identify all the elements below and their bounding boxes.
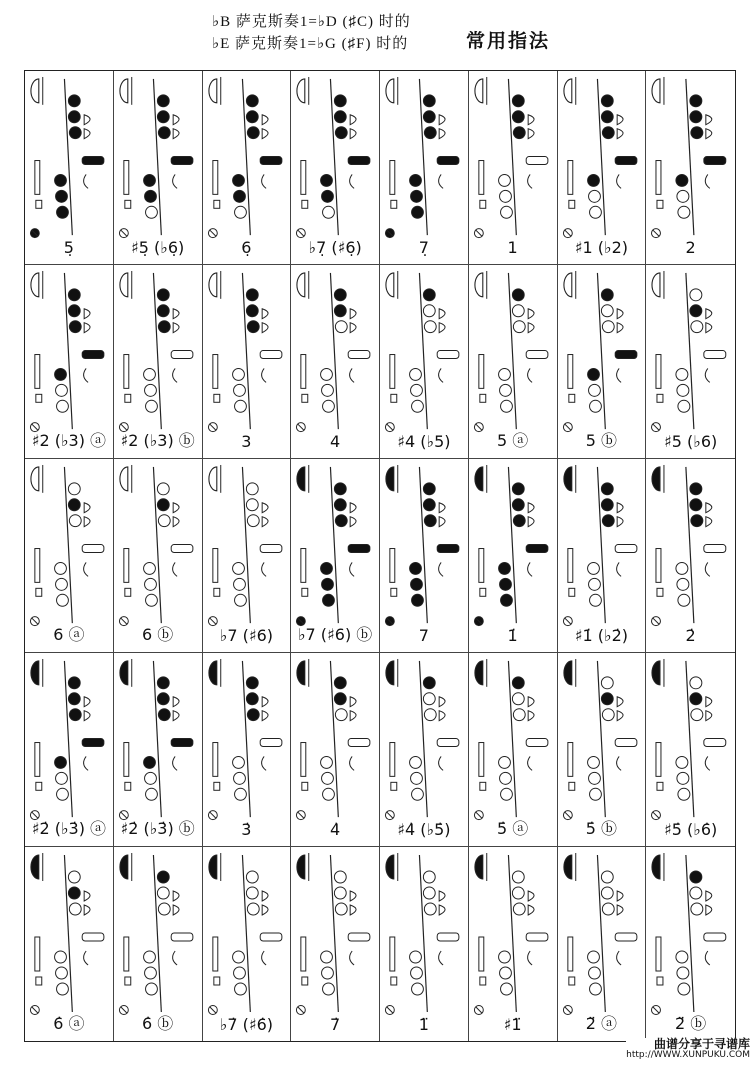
- fingering-diagram: [380, 653, 468, 846]
- fingering-chart-grid: [24, 70, 736, 1042]
- note-label: 5 ⓑ: [585, 431, 618, 450]
- fingering-cell: [558, 847, 647, 1041]
- header-line-1: ♭B 萨克斯奏1=♭D (♯C) 时的: [212, 14, 411, 30]
- note-label: 4: [330, 432, 341, 451]
- note-label: 4̇: [330, 820, 341, 839]
- fingering-diagram: [291, 847, 379, 1041]
- note-label: ♯2̇ (♭3̇) ⓑ: [120, 819, 195, 838]
- fingering-cell: [469, 265, 558, 459]
- note-label: 1: [507, 238, 518, 257]
- fingering-cell: [380, 653, 469, 847]
- fingering-diagram: [646, 459, 735, 652]
- fingering-diagram: [646, 265, 735, 458]
- header-line-2: ♭E 萨克斯奏1=♭G (♯F) 时的: [212, 36, 409, 52]
- note-label: 5̣: [63, 238, 74, 257]
- fingering-cell: [646, 459, 735, 653]
- fingering-diagram: [380, 847, 468, 1041]
- fingering-cell: [25, 847, 114, 1041]
- fingering-diagram: [380, 459, 468, 652]
- fingering-cell: [291, 265, 380, 459]
- fingering-diagram: [469, 459, 557, 652]
- note-label: ♯4̇ (♭5̇): [397, 820, 451, 839]
- fingering-cell: [380, 847, 469, 1041]
- note-label: ♭7̇ (♯6̇): [219, 1015, 273, 1034]
- note-label: ♯2̇ (♭3̇) ⓐ: [31, 819, 107, 838]
- fingering-cell: [291, 459, 380, 653]
- fingering-cell: [25, 653, 114, 847]
- header-title: 常用指法: [466, 31, 551, 52]
- note-label: 1̇: [507, 626, 518, 645]
- note-label: ♯5̣ (♭6̣): [131, 238, 185, 257]
- fingering-diagram: [291, 265, 379, 458]
- fingering-cell: [469, 653, 558, 847]
- note-label: 7: [418, 626, 429, 645]
- fingering-diagram: [291, 71, 379, 264]
- note-label: 6 ⓐ: [53, 625, 85, 644]
- note-label: 2̈ ⓑ: [674, 1014, 707, 1033]
- note-label: 6̇ ⓐ: [53, 1014, 85, 1033]
- fingering-cell: [558, 71, 647, 265]
- note-label: 3̇: [241, 820, 252, 839]
- fingering-cell: [203, 71, 292, 265]
- fingering-diagram: [558, 459, 646, 652]
- fingering-cell: [203, 265, 292, 459]
- note-label: 2̇: [685, 626, 696, 645]
- fingering-cell: [291, 653, 380, 847]
- note-label: 2̈ ⓐ: [585, 1014, 618, 1033]
- fingering-cell: [558, 265, 647, 459]
- fingering-cell: [114, 265, 203, 459]
- fingering-cell: [291, 71, 380, 265]
- fingering-cell: [469, 71, 558, 265]
- fingering-cell: [646, 653, 735, 847]
- note-label: ♯1 (♭2): [574, 238, 628, 257]
- note-label: 5̇ ⓐ: [496, 819, 529, 838]
- fingering-cell: [114, 459, 203, 653]
- note-label: ♭7 (♯6) ⓑ: [297, 625, 373, 644]
- fingering-diagram: [203, 71, 291, 264]
- fingering-cell: [380, 71, 469, 265]
- fingering-diagram: [380, 265, 468, 458]
- fingering-cell: [380, 265, 469, 459]
- note-label: ♯2 (♭3) ⓑ: [120, 431, 195, 450]
- watermark-site-url: http://WWW.XUNPUKU.COM: [626, 1050, 750, 1061]
- fingering-cell: [469, 459, 558, 653]
- fingering-cell: [203, 459, 292, 653]
- fingering-cell: [646, 265, 735, 459]
- fingering-cell: [25, 459, 114, 653]
- note-label: ♯4 (♭5): [397, 432, 451, 451]
- fingering-cell: [646, 847, 735, 1041]
- note-label: ♯2 (♭3) ⓐ: [31, 431, 107, 450]
- watermark: [626, 1038, 750, 1061]
- fingering-diagram: [469, 71, 557, 264]
- note-label: ♯5 (♭6): [664, 432, 718, 451]
- note-label: ♯5̇ (♭6̇): [664, 820, 718, 839]
- fingering-cell: [558, 459, 647, 653]
- fingering-cell: [380, 459, 469, 653]
- fingering-cell: [114, 653, 203, 847]
- fingering-diagram: [558, 71, 646, 264]
- note-label: ♯1̇ (♭2̇): [574, 626, 628, 645]
- fingering-cell: [203, 847, 292, 1041]
- fingering-diagram: [203, 653, 291, 846]
- fingering-cell: [25, 71, 114, 265]
- note-label: ♭7 (♯6): [219, 626, 273, 645]
- fingering-diagram: [291, 653, 379, 846]
- fingering-diagram: [25, 71, 113, 264]
- fingering-diagram: [203, 847, 291, 1041]
- watermark-site-name: 曲谱分享于寻谱库: [626, 1038, 750, 1051]
- note-label: 5 ⓐ: [496, 431, 529, 450]
- fingering-cell: [114, 847, 203, 1041]
- fingering-diagram: [203, 265, 291, 458]
- note-label: 1̈: [418, 1015, 429, 1034]
- fingering-diagram: [646, 71, 735, 264]
- fingering-diagram: [380, 71, 468, 264]
- fingering-diagram: [469, 847, 557, 1041]
- fingering-cell: [469, 847, 558, 1041]
- fingering-diagram: [646, 653, 735, 846]
- note-label: 2: [685, 238, 696, 257]
- note-label: 6̇ ⓑ: [141, 1014, 174, 1033]
- note-label: 6 ⓑ: [141, 625, 174, 644]
- note-label: ♭7̣ (♯6̣): [308, 238, 362, 257]
- page-header: [0, 0, 756, 62]
- note-label: 7̣: [418, 238, 429, 257]
- note-label: 3: [241, 432, 252, 451]
- fingering-cell: [114, 71, 203, 265]
- note-label: 5̇ ⓑ: [585, 819, 618, 838]
- fingering-cell: [25, 265, 114, 459]
- note-label: 7̇: [330, 1015, 341, 1034]
- fingering-cell: [558, 653, 647, 847]
- note-label: ♯1̈: [503, 1015, 522, 1034]
- fingering-cell: [203, 653, 292, 847]
- note-label: 6̣: [241, 238, 252, 257]
- fingering-cell: [646, 71, 735, 265]
- fingering-diagram: [114, 71, 202, 264]
- fingering-diagram: [203, 459, 291, 652]
- fingering-cell: [291, 847, 380, 1041]
